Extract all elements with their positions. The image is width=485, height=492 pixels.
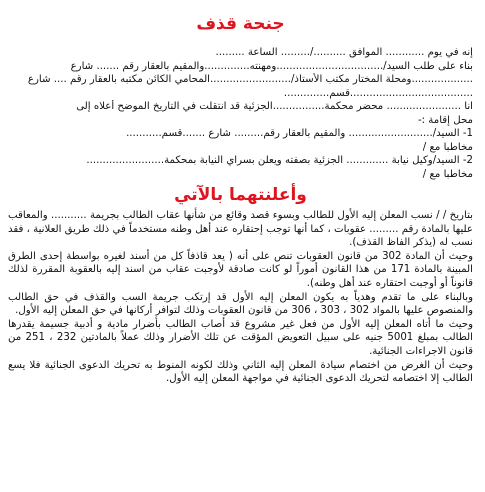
body-paragraph-prosecution: وحيث أن الغرض من اختصام سيادة المعلن إليه الثاني وذلك لكونه المنوط به تحريك الدعوى الجنائية فلا يسع الطالب إلا اختصامه لتحريك الدعوى الجنائية في مواجهة المعلن إليه الأول. — [8, 359, 473, 385]
intro-line-residence: محل إقامة :- — [417, 114, 473, 126]
intro-line-addressed-1: مخاطبا مع / — [422, 141, 473, 153]
body-paragraph-article-302: وحيث أن المادة 302 من قانون العقوبات تنص على أنه ( يعد قاذفاً كل من أسند لغيره بواسطة إحدى الطرق المبينة بالمادة 171 من هذا القانون أموراً لو كانت صادقة لأوجبت عقاب من اسند إليه بالعقوبة المقررة لذلك قانوناً أو أوجبت احتقاره عند أهل وطنه). — [8, 250, 474, 289]
body-paragraph-facts: بتاريخ / / نسب المعلن إليه الأول للطالب وبسوء قصد وقائع من شأنها عقاب الطالب بجريمة ........... والمعاقب عليها بالمادة رقم ......... عقوبات ، كما أنها توجب إحتقاره عند أهل وطنه مستخدماً في ذلك طريق العلانية ، فقد نسب له (يذكر الفاظ القذف). — [8, 210, 473, 249]
intro-block — [8, 46, 473, 181]
document-title: جنحة قذف — [196, 14, 285, 34]
section-heading: وأعلنتهما بالآتي — [174, 185, 307, 205]
intro-line-bailiff: انا ....................... محضر محكمة................الجزئية قد انتقلت في التاريخ الموضح أعلاه إلى — [76, 101, 473, 112]
body-paragraph-damages: وحيث ما أتاه المعلن إليه الأول من فعل غير مشروع قد أصاب الطالب بأضرار مادية و أدبية جسيمة يقدرها الطالب بمبلغ 5001 جنيه على سبيل التعويض المؤقت عن تلك الأضرار وذلك عملاً بالمادتين 232 ، 251 من قانون الاجراءات الجنائية. — [8, 318, 473, 357]
intro-line-lawyer: ...................ومحلة المختار مكتب الأستاذ/.........................المحامي الكائن مكتبه بالعقار رقم .... شارع — [27, 74, 473, 85]
intro-line-requester: بناء على طلب السيد/.................................ومهنته..............والمقيم بالعقار رقم ....... شارع — [70, 60, 473, 72]
intro-line-defendant-2: 2- السيد/وكيل نيابة ............. الجزئية بصفته ويعلن بسراي النيابة بمحكمة........................ — [86, 155, 473, 166]
intro-line-date: إنه في يوم ............ الموافق ........../......... الساعة ......... — [215, 47, 473, 58]
body-paragraph-crime: وبالبناء على ما تقدم وهدياً به يكون المعلن إليه الأول قد إرتكب جريمة السب والقذف في حق الطالب والمنصوص عليها بالمواد 302 ، 303 ، 306 من قانون العقوبات وذلك لتوافر أركانها في حق المعلن إليه الأول. — [8, 291, 473, 317]
document-page — [0, 14, 485, 492]
intro-line-district: ......................................قسم.............. — [283, 87, 473, 99]
body-block — [8, 209, 473, 386]
intro-line-addressed-2: مخاطبا مع / — [422, 168, 473, 180]
intro-line-defendant-1: 1- السيد/.......................... والمقيم بالعقار رقم......... شارع .......قسم........... — [126, 128, 473, 139]
